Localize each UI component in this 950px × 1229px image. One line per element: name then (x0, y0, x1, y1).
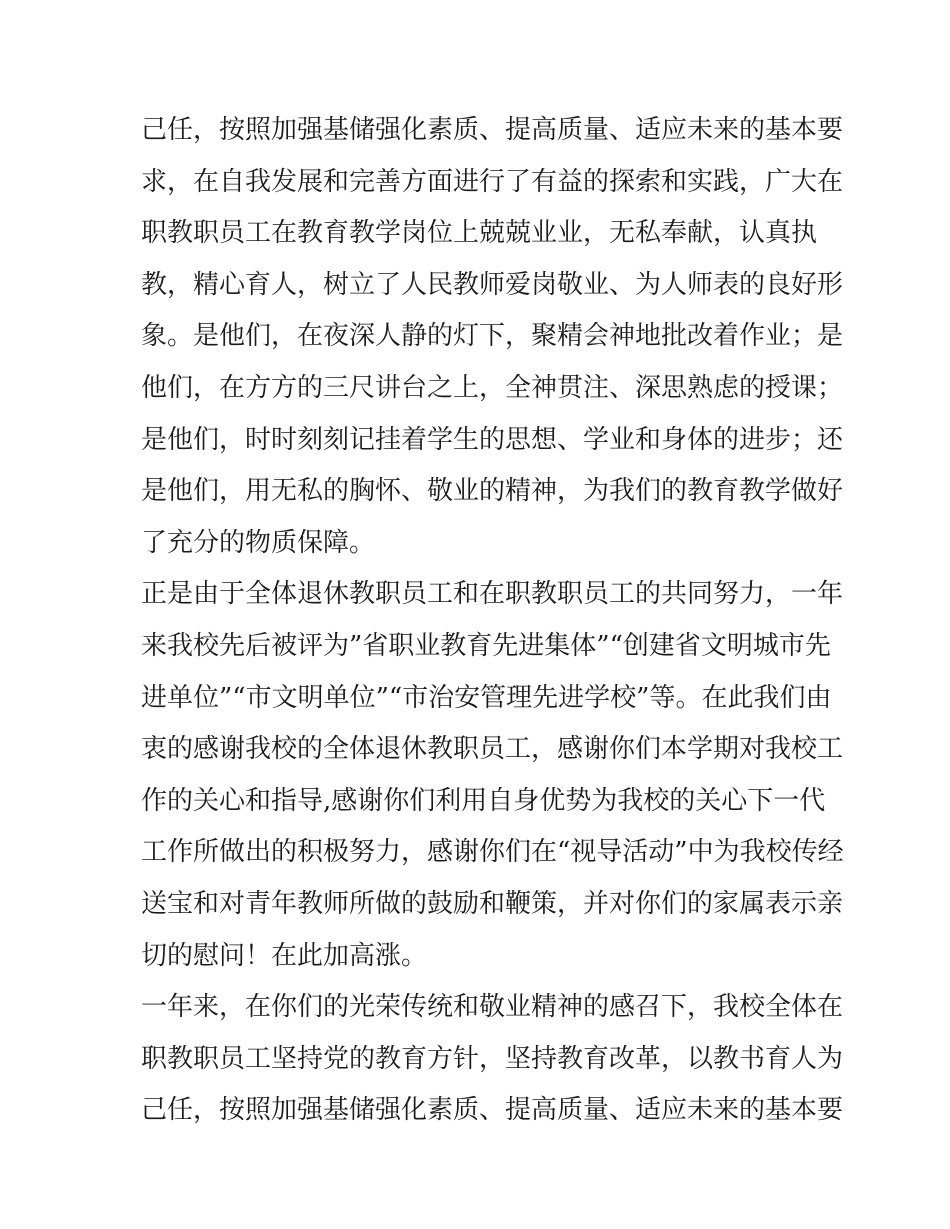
text-line: 己任，按照加强基储强化素质、提高质量、适应未来的基本要 (141, 1095, 844, 1126)
text-line: 一年来，在你们的光荣传统和敬业精神的感召下，我校全体在 (141, 992, 844, 1023)
text-line: 职教职员工在教育教学岗位上兢兢业业，无私奉献，认真执 (141, 218, 818, 249)
text-line: 正是由于全体退休教职员工和在职教职员工的共同努力，一年 (141, 579, 844, 610)
text-line: 他们，在方方的三尺讲台之上，全神贯注、深思熟虑的授课； (141, 372, 844, 403)
text-line: 求，在自我发展和完善方面进行了有益的探索和实践，广大在 (141, 166, 844, 197)
text-line: 作的关心和指导,感谢你们利用自身优势为我校的关心下一代 (141, 785, 826, 816)
text-line: 职教职员工坚持党的教育方针，坚持教育改革，以教书育人为 (141, 1043, 844, 1074)
text-line: 衷的感谢我校的全体退休教职员工，感谢你们本学期对我校工 (141, 734, 844, 765)
text-line: 送宝和对青年教师所做的鼓励和鞭策，并对你们的家属表示亲 (141, 888, 844, 919)
text-line: 是他们，时时刻刻记挂着学生的思想、学业和身体的进步；还 (141, 424, 844, 455)
text-line: 切的慰问！在此加高涨。 (141, 940, 428, 971)
text-line: 工作所做出的积极努力，感谢你们在“视导活动”中为我校传经 (141, 837, 844, 868)
text-line: 象。是他们，在夜深人静的灯下，聚精会神地批改着作业；是 (141, 321, 844, 352)
text-line: 进单位”“市文明单位”“市治安管理先进学校”等。在此我们由 (141, 682, 832, 713)
text-line: 己任，按照加强基储强化素质、提高质量、适应未来的基本要 (141, 115, 844, 145)
text-line: 教，精心育人，树立了人民教师爱岗敬业、为人师表的良好形 (141, 269, 844, 300)
text-line: 来我校先后被评为”省职业教育先进集体”“创建省文明城市先 (141, 630, 831, 661)
text-line: 是他们，用无私的胸怀、敬业的精神，为我们的教育教学做好 (141, 476, 844, 507)
body-text (141, 105, 844, 1137)
text-line: 了充分的物质保障。 (141, 527, 376, 558)
